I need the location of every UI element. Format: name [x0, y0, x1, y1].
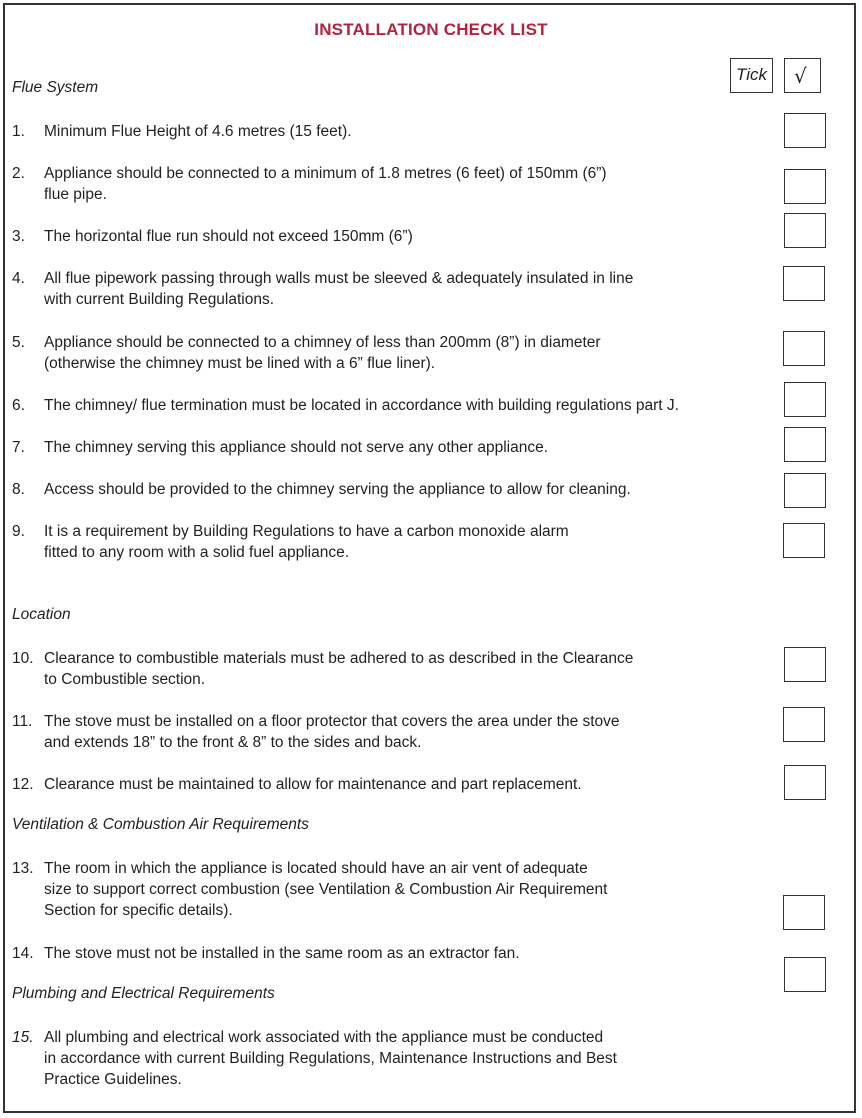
tick-example-box [784, 58, 821, 93]
item-number: 9. [12, 523, 25, 540]
item-text: It is a requirement by Building Regulations to have a carbon monoxide alarm [44, 523, 569, 540]
item-text: Clearance must be maintained to allow for maintenance and part replacement. [44, 776, 582, 793]
tick-box-item-12[interactable] [784, 765, 826, 800]
tick-box-item-2[interactable] [784, 169, 826, 204]
section-heading-location: Location [12, 606, 71, 623]
tick-box-item-13[interactable] [783, 895, 825, 930]
item-text: Appliance should be connected to a minimum of 1.8 metres (6 feet) of 150mm (6”) [44, 165, 607, 182]
tick-box-item-3[interactable] [784, 213, 826, 248]
item-text: Minimum Flue Height of 4.6 metres (15 feet). [44, 123, 352, 140]
tick-box-item-11[interactable] [783, 707, 825, 742]
item-number: 12. [12, 776, 34, 793]
item-text: with current Building Regulations. [44, 291, 275, 308]
item-text: Practice Guidelines. [44, 1071, 182, 1088]
item-text: The stove must be installed on a floor protector that covers the area under the stove [44, 713, 620, 730]
item-text: Clearance to combustible materials must be adhered to as described in the Clearance [44, 650, 634, 667]
item-text: and extends 18” to the front & 8” to the sides and back. [44, 734, 422, 751]
section-heading-flue-system: Flue System [12, 79, 99, 96]
item-text: in accordance with current Building Regulations, Maintenance Instructions and Best [44, 1050, 617, 1067]
item-number: 10. [12, 650, 34, 667]
section-heading-plumbing-electrical: Plumbing and Electrical Requirements [12, 985, 275, 1002]
item-text: The chimney/ flue termination must be located in accordance with building regulations part J. [44, 397, 679, 414]
item-text: (otherwise the chimney must be lined with a 6” flue liner). [44, 355, 436, 372]
tick-box-item-7[interactable] [784, 427, 826, 462]
tick-box-item-5[interactable] [783, 331, 825, 366]
item-text: All plumbing and electrical work associated with the appliance must be conducted [44, 1029, 604, 1046]
item-text: All flue pipework passing through walls must be sleeved & adequately insulated in line [44, 270, 634, 287]
item-text: to Combustible section. [44, 671, 206, 688]
tick-box-item-4[interactable] [783, 266, 825, 301]
item-number: 11. [12, 713, 33, 730]
tick-box-item-10[interactable] [784, 647, 826, 682]
item-text: The horizontal flue run should not exceed 150mm (6”) [44, 228, 413, 245]
item-number: 3. [12, 228, 25, 245]
tick-box-item-9[interactable] [783, 523, 825, 558]
item-number: 15. [12, 1029, 34, 1046]
item-number: 8. [12, 481, 25, 498]
item-number: 1. [12, 123, 25, 140]
tick-box-item-8[interactable] [784, 473, 826, 508]
item-text: Appliance should be connected to a chimney of less than 200mm (8”) in diameter [44, 334, 601, 351]
tick-box-item-1[interactable] [784, 113, 826, 148]
tick-column-label: Tick [730, 58, 773, 93]
item-text: The chimney serving this appliance should not serve any other appliance. [44, 439, 549, 456]
item-text: flue pipe. [44, 186, 107, 203]
item-text: Access should be provided to the chimney serving the appliance to allow for cleaning. [44, 481, 631, 498]
tick-box-item-6[interactable] [784, 382, 826, 417]
item-number: 13. [12, 860, 34, 877]
item-text: The room in which the appliance is located should have an air vent of adequate [44, 860, 588, 877]
page-title: INSTALLATION CHECK LIST [314, 20, 548, 39]
tick-box-item-14[interactable] [784, 957, 826, 992]
item-number: 6. [12, 397, 25, 414]
tick-symbol: √ [794, 64, 807, 88]
item-text: Section for specific details). [44, 902, 233, 919]
item-number: 14. [12, 945, 34, 962]
section-heading-ventilation: Ventilation & Combustion Air Requirements [12, 816, 309, 833]
item-number: 5. [12, 334, 25, 351]
item-text: size to support correct combustion (see Ventilation & Combustion Air Requirement [44, 881, 608, 898]
item-text: The stove must not be installed in the same room as an extractor fan. [44, 945, 520, 962]
item-number: 7. [12, 439, 25, 456]
item-number: 2. [12, 165, 25, 182]
item-text: fitted to any room with a solid fuel appliance. [44, 544, 350, 561]
tick-mark-icon [785, 59, 819, 91]
item-number: 4. [12, 270, 25, 287]
